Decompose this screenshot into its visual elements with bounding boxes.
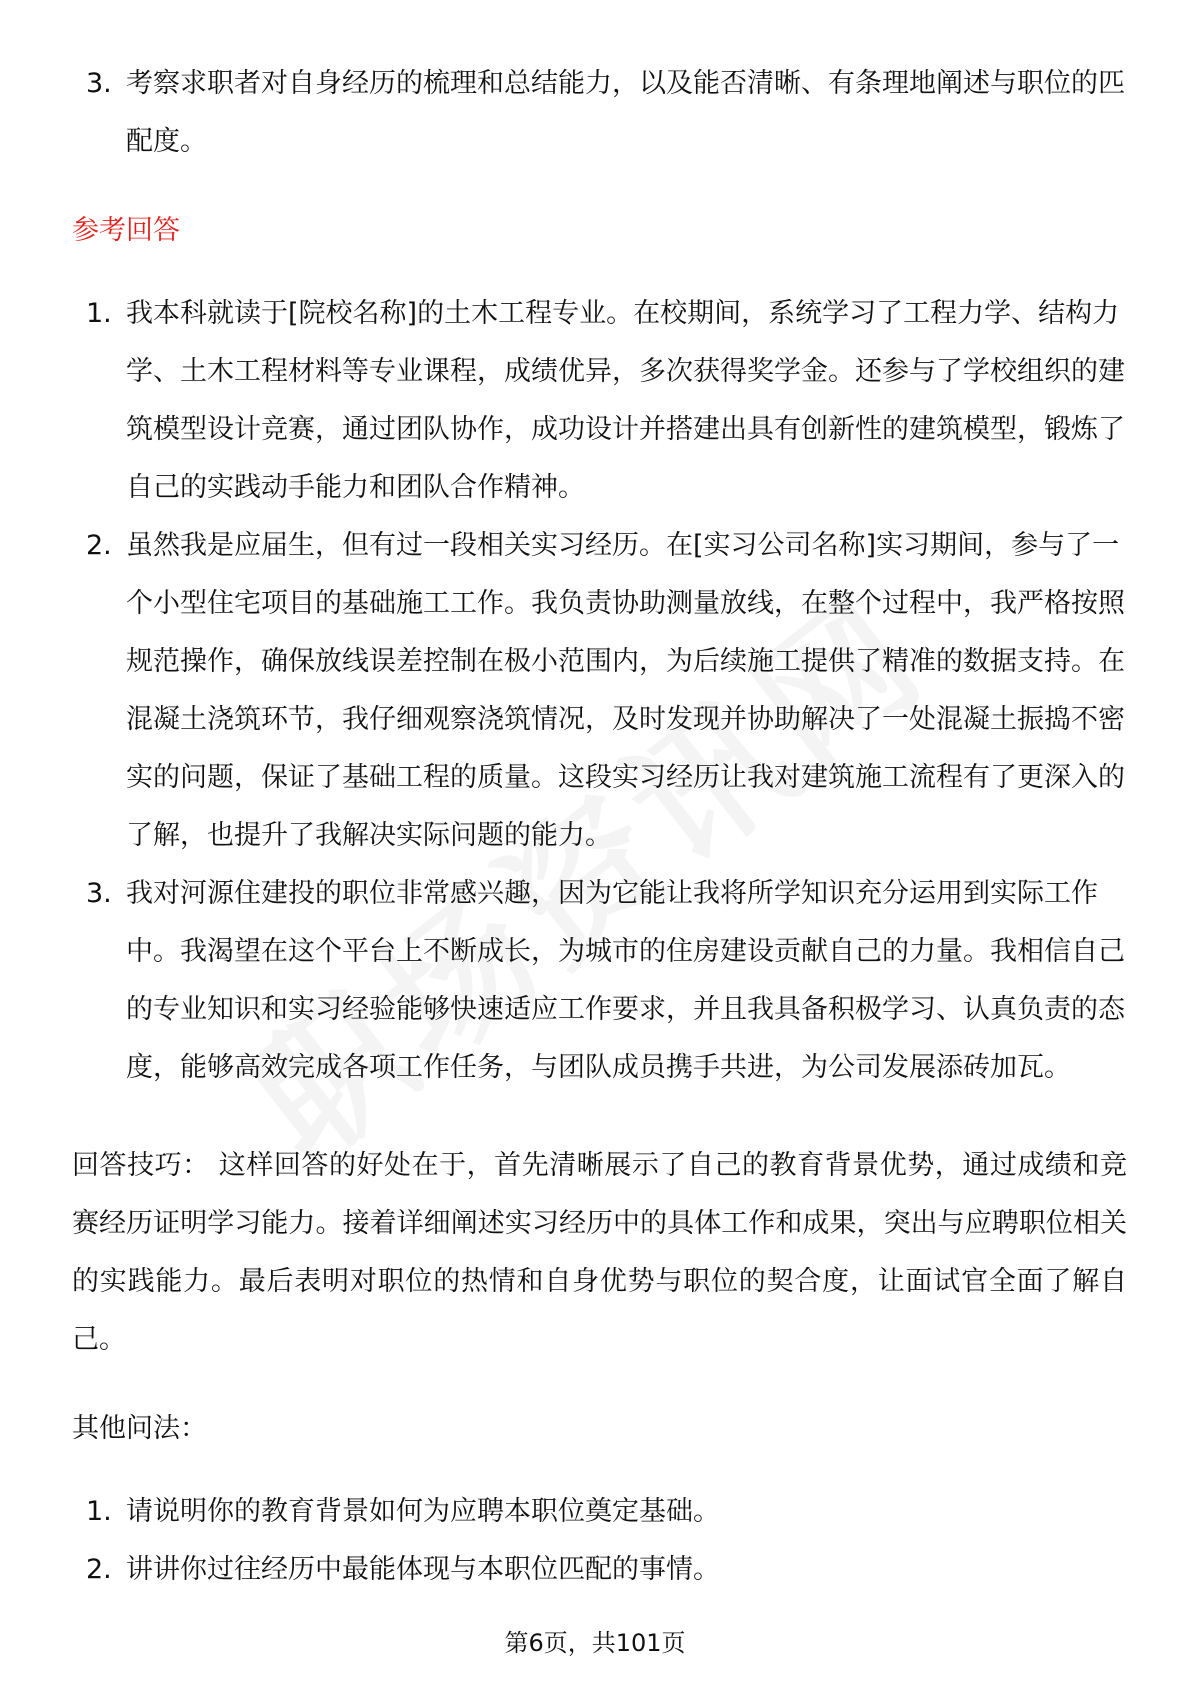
reference-answer-heading: 参考回答 <box>72 215 180 246</box>
list-item-text: 我本科就读于[院校名称]的土木工程专业。在校期间，系统学习了工程力学、结构力学、土木工程材料等专业课程，成绩优异，多次获得奖学金。还参与了学校组织的建筑模型设计竞赛，通过团队协作，成功设计并搭建出具有创新性的建筑模型，锻炼了自己的实践动手能力和团队合作精神。 <box>126 298 1125 503</box>
intro-list <box>72 55 1127 171</box>
list-item-text: 请说明你的教育背景如何为应聘本职位奠定基础。 <box>126 1496 720 1527</box>
answer-tip-paragraph: 回答技巧： 这样回答的好处在于，首先清晰展示了自己的教育背景优势，通过成绩和竞赛经历证明学习能力。接着详细阐述实习经历中的具体工作和成果，突出与应聘职位相关的实践能力。最后表明对职位的热情和自身优势与职位的契合度，让面试官全面了解自己。 <box>72 1150 1127 1355</box>
reference-answer-list <box>72 285 1127 1097</box>
list-item <box>72 55 1127 171</box>
list-number: 2. <box>86 1554 112 1585</box>
list-item <box>72 517 1127 865</box>
page-content <box>72 55 1127 1599</box>
list-number: 3. <box>86 68 112 99</box>
other-questions-list <box>72 1483 1127 1599</box>
list-number: 2. <box>86 530 112 561</box>
list-item-text: 讲讲你过往经历中最能体现与本职位匹配的事情。 <box>126 1554 720 1585</box>
list-item <box>72 1483 1127 1541</box>
list-item <box>72 285 1127 517</box>
list-item-text: 我对河源住建投的职位非常感兴趣，因为它能让我将所学知识充分运用到实际工作中。我渴望在这个平台上不断成长，为城市的住房建设贡献自己的力量。我相信自己的专业知识和实习经验能够快速适应工作要求，并且我具备积极学习、认真负责的态度，能够高效完成各项工作任务，与团队成员携手共进，为公司发展添砖加瓦。 <box>126 878 1125 1083</box>
list-number: 1. <box>86 298 112 329</box>
list-number: 3. <box>86 878 112 909</box>
list-item-text: 虽然我是应届生，但有过一段相关实习经历。在[实习公司名称]实习期间，参与了一个小型住宅项目的基础施工工作。我负责协助测量放线，在整个过程中，我严格按照规范操作，确保放线误差控制在极小范围内，为后续施工提供了精准的数据支持。在混凝土浇筑环节，我仔细观察浇筑情况，及时发现并协助解决了一处混凝土振捣不密实的问题，保证了基础工程的质量。这段实习经历让我对建筑施工流程有了更深入的了解，也提升了我解决实际问题的能力。 <box>126 530 1125 851</box>
list-item-text: 考察求职者对自身经历的梳理和总结能力，以及能否清晰、有条理地阐述与职位的匹配度。 <box>126 68 1125 157</box>
page-footer: 第6页，共101页 <box>504 1629 686 1657</box>
list-number: 1. <box>86 1496 112 1527</box>
other-questions-heading: 其他问法： <box>72 1413 207 1444</box>
list-item <box>72 1541 1127 1599</box>
list-item <box>72 865 1127 1097</box>
